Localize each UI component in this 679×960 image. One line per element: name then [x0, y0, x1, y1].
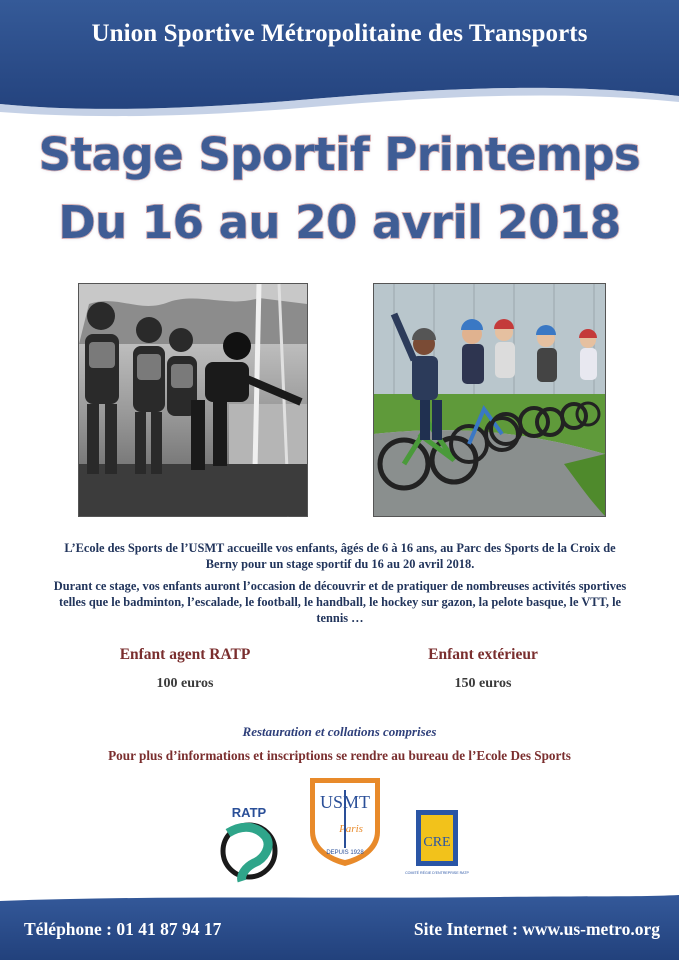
price-value-ratp-child: 100 euros	[156, 676, 214, 691]
caf-ratp-logo	[405, 808, 469, 882]
caf-caption: COMITÉ RÉGIE D’ENTREPRISE RATP	[405, 871, 469, 875]
organization-title: Union Sportive Métropolitaine des Transports	[91, 20, 588, 47]
footer-band	[0, 895, 679, 960]
ratp-logo-text: RATP	[231, 805, 267, 820]
intro-paragraph: L’Ecole des Sports de l’USMT accueille vos enfants, âgés de 6 à 16 ans, au Parc des Sports de la Croix de Berny pour un stage sportif du 16 au 20 avril 2018.	[64, 541, 616, 571]
event-title: Stage Sportif Printemps	[38, 128, 641, 181]
price-label-ratp-child: Enfant agent RATP	[119, 646, 251, 663]
phone-number[interactable]: Téléphone : 01 41 87 94 17	[24, 919, 222, 939]
usmt-letters: USMT	[319, 792, 371, 812]
price-value-external-child: 150 euros	[454, 676, 512, 691]
registration-info: Pour plus d’informations et inscriptions se rendre au bureau de l’Ecole Des Sports	[108, 748, 571, 763]
ratp-logo	[214, 803, 284, 883]
event-dates: Du 16 au 20 avril 2018	[58, 196, 621, 249]
usmt-tagline: DEPUIS 1928	[326, 850, 364, 856]
header-wave	[0, 0, 679, 118]
usmt-script: Paris	[339, 823, 363, 835]
header-band	[0, 0, 679, 118]
price-label-external-child: Enfant extérieur	[428, 646, 538, 663]
caf-letters: CRE	[423, 835, 451, 850]
usmt-logo	[306, 774, 384, 866]
meals-note: Restauration et collations comprises	[242, 724, 437, 739]
website-link[interactable]: Site Internet : www.us-metro.org	[413, 919, 660, 939]
photo-sailing-children	[78, 283, 308, 517]
activities-paragraph: Durant ce stage, vos enfants auront l’occasion de découvrir et de pratiquer de nombreuses activités sportives telles que le badminton, l’escalade, le football, le handball, le hockey sur gazon, la pelote basque, le VTT, le tennis …	[53, 579, 627, 625]
photo-cycling-children	[373, 283, 606, 517]
